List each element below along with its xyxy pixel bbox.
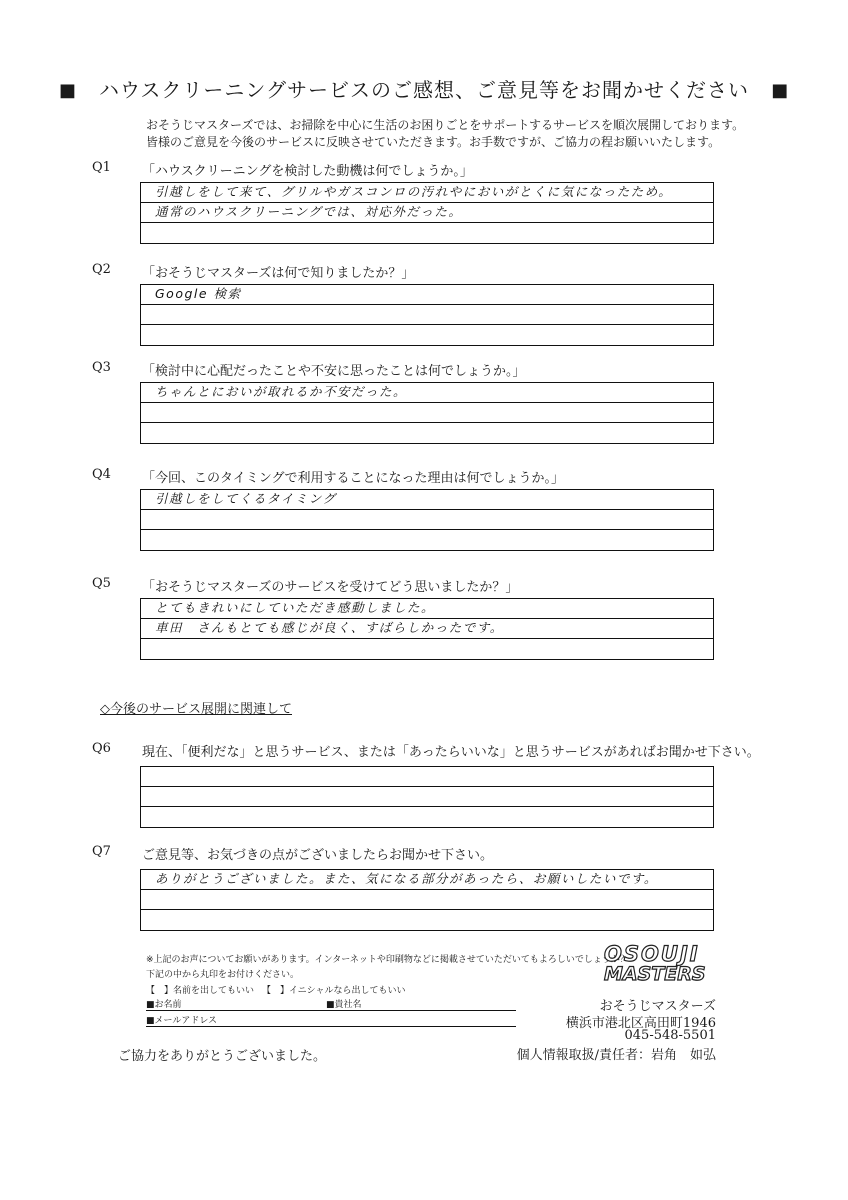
consent-option-name[interactable]: 【 】名前を出してもいい	[146, 986, 255, 996]
answer-line[interactable]	[141, 619, 713, 639]
consent-option-initial[interactable]: 【 】イニシャルなら出してもいい	[262, 986, 406, 996]
question-number: Q1	[92, 160, 111, 175]
answer-line[interactable]	[141, 767, 713, 787]
company-name: おそうじマスターズ	[599, 999, 716, 1014]
answer-text: 引越しをしてくるタイミング	[155, 491, 337, 506]
company-phone: 045-548-5501	[624, 1028, 716, 1043]
answer-text: ちゃんとにおいが取れるか不安だった。	[155, 384, 408, 399]
answer-line[interactable]	[141, 285, 713, 305]
answer-text: Google 検索	[155, 286, 242, 301]
intro-line-2: 皆様のご意見を今後のサービスに反映させていただきます。お手数ですが、ご協力の程お願いいたします。	[146, 135, 721, 149]
answer-line[interactable]	[141, 787, 713, 807]
answer-box-q7[interactable]	[140, 869, 714, 931]
answer-box-q3[interactable]	[140, 382, 714, 444]
question-number: Q2	[92, 262, 111, 277]
question-number: Q6	[92, 741, 111, 756]
answer-line[interactable]	[141, 599, 713, 619]
answer-line[interactable]	[141, 403, 713, 423]
answer-box-q4[interactable]	[140, 489, 714, 551]
question-text: 「おそうじマスターズのサービスを受けてどう思いましたか？」	[142, 580, 519, 595]
name-company-row[interactable]	[146, 997, 516, 1011]
answer-text: 車田 さんもとても感じが良く、すばらしかったです。	[155, 620, 504, 635]
question-number: Q3	[92, 360, 111, 375]
company-logo	[604, 944, 714, 984]
logo-line-1: OSOUJI	[604, 942, 700, 966]
answer-text: 通常のハウスクリーニングでは、対応外だった。	[155, 204, 463, 219]
answer-box-q5[interactable]	[140, 598, 714, 660]
question-text: 「ハウスクリーニングを検討した動機は何でしょうか。」	[142, 164, 473, 179]
consent-note: ※上記のお声についてお願いがあります。インターネットや印刷物などに掲載させていただいてもよろしいでしょうか？	[146, 955, 629, 965]
answer-line[interactable]	[141, 305, 713, 325]
privacy-officer: 個人情報取扱/責任者：岩角 如弘	[516, 1048, 716, 1063]
intro-line-1: おそうじマスターズでは、お掃除を中心に生活のお困りごとをサポートするサービスを順次展開しております。	[146, 118, 745, 132]
question-text: ご意見等、お気づきの点がございましたらお聞かせ下さい。	[142, 848, 494, 863]
answer-box-q6[interactable]	[140, 766, 714, 828]
logo-line-2: MASTERS	[604, 963, 706, 985]
page-title	[0, 74, 848, 103]
answer-line[interactable]	[141, 203, 713, 223]
question-number: Q4	[92, 467, 111, 482]
answer-line[interactable]	[141, 807, 713, 827]
thanks-text: ご協力をありがとうございました。	[118, 1049, 327, 1064]
square-bullet-icon: ■	[58, 80, 77, 101]
square-bullet-icon: ■	[771, 80, 790, 101]
question-text: 現在、「便利だな」と思うサービス、または「あったらいいな」と思うサービスがあればお聞かせ下さい。	[142, 745, 760, 760]
answer-box-q1[interactable]	[140, 182, 714, 244]
answer-line[interactable]	[141, 870, 713, 890]
title-text: ハウスクリーニングサービスのご感想、ご意見等をお聞かせください	[99, 78, 749, 102]
answer-box-q2[interactable]	[140, 284, 714, 346]
answer-line[interactable]	[141, 639, 713, 659]
question-text: 「検討中に心配だったことや不安に思ったことは何でしょうか。」	[142, 364, 526, 379]
answer-line[interactable]	[141, 490, 713, 510]
company-label: ■貴社名	[326, 1000, 362, 1010]
question-text: 「おそうじマスターズは何で知りましたか？」	[142, 266, 415, 281]
answer-text: ありがとうございました。また、気になる部分があったら、お願いしたいです。	[155, 871, 658, 886]
answer-line[interactable]	[141, 423, 713, 443]
answer-line[interactable]	[141, 510, 713, 530]
question-number: Q7	[92, 844, 111, 859]
answer-text: とてもきれいにしていただき感動しました。	[155, 600, 436, 615]
email-row[interactable]	[146, 1013, 516, 1027]
consent-instruction: 下記の中から丸印をお付けください。	[146, 970, 300, 980]
answer-line[interactable]	[141, 183, 713, 203]
name-label: ■お名前	[146, 1000, 182, 1010]
question-text: 「今回、このタイミングで利用することになった理由は何でしょうか。」	[142, 471, 564, 486]
answer-text: 引越しをして来て、グリルやガスコンロの汚れやにおいがとくに気になったため。	[155, 184, 673, 199]
company-address: 横浜市港北区高田町1946	[565, 1016, 716, 1031]
answer-line[interactable]	[141, 530, 713, 550]
answer-line[interactable]	[141, 910, 713, 930]
answer-line[interactable]	[141, 325, 713, 345]
email-label: ■メールアドレス	[146, 1016, 218, 1026]
section-heading: ◇今後のサービス展開に関連して	[100, 702, 292, 717]
answer-line[interactable]	[141, 383, 713, 403]
question-number: Q5	[92, 576, 111, 591]
answer-line[interactable]	[141, 223, 713, 243]
answer-line[interactable]	[141, 890, 713, 910]
